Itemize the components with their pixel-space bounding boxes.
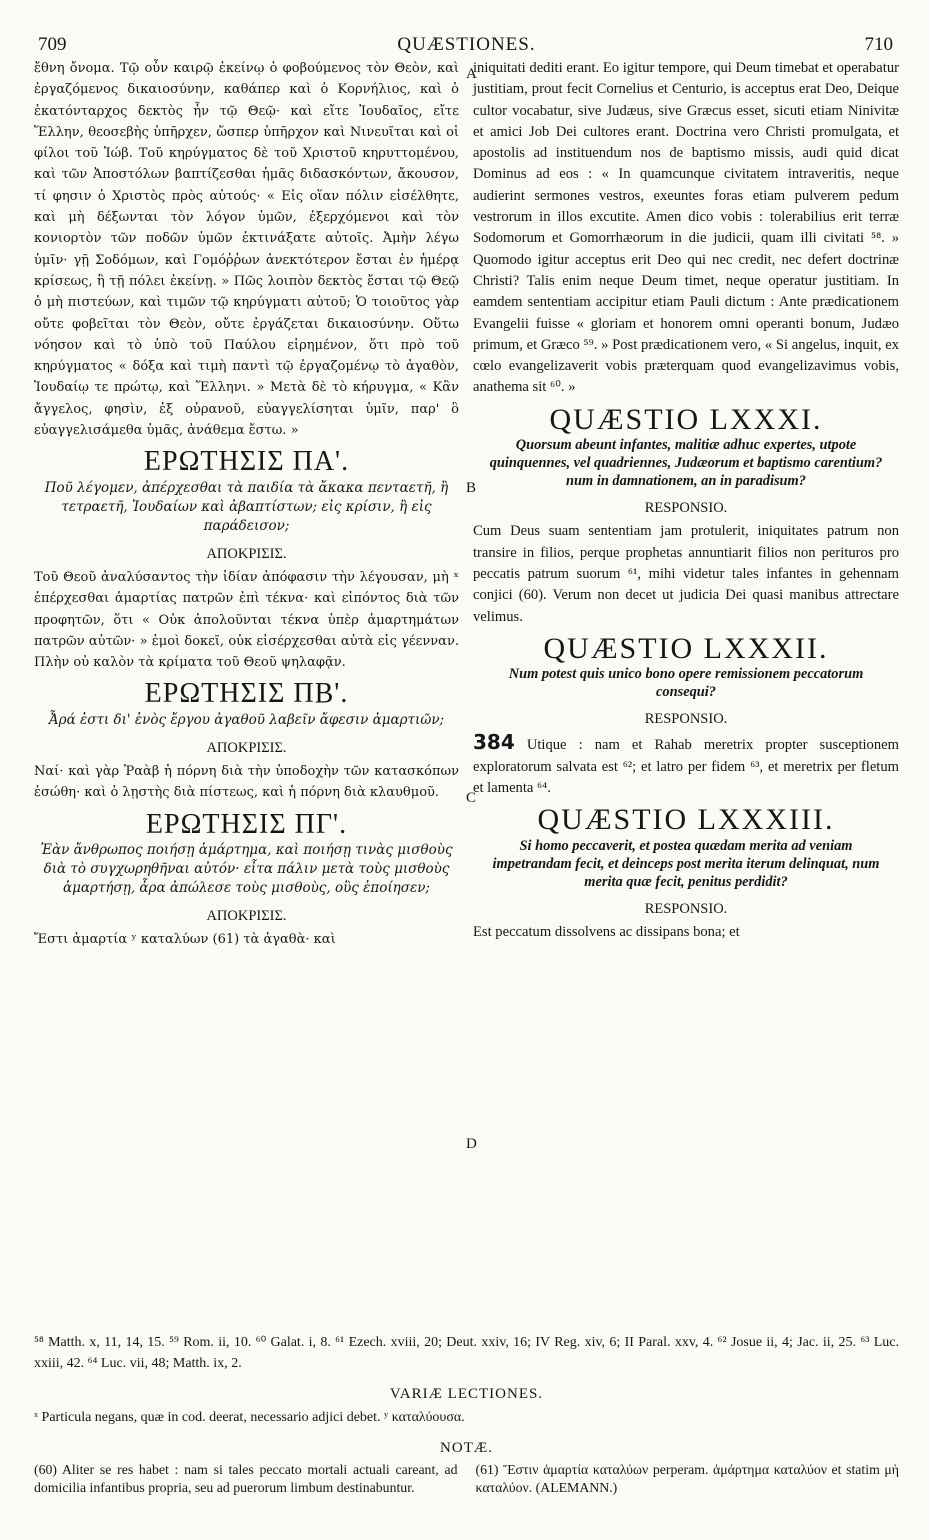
greek-response-82-body: Ναί· καὶ γὰρ Ῥαὰβ ἡ πόρνη διὰ τὴν ὑποδοχὴν τῶν κατασκόπων ἐσώθη· καὶ ὁ λῃστὴς διὰ πίστεως, καὶ ἡ πόρνη διὰ κλαυθμοῦ. — [34, 764, 459, 801]
variae-lectiones-title: VARIÆ LECTIONES. — [389, 1386, 544, 1402]
margin-letter-c: C — [466, 790, 477, 806]
greek-question-81-text: Ποῦ λέγομεν, ἀπέρχεσθαι τὰ παιδία τὰ ἄκακα πενταετῆ, ἢ τετραετῆ, Ἰουδαίων καὶ ἀβαπτίστων; εἰς κρίσιν, ἢ εἰς παράδεισον; — [44, 479, 449, 534]
greek-question-81-title: ΕΡΩΤΗΣΙΣ ΠΑ'. — [143, 446, 350, 478]
latin-response-81-heading: RESPONSIO. — [644, 500, 728, 517]
page-number-left: 709 — [38, 34, 67, 55]
running-head — [34, 28, 899, 58]
notae-title: NOTÆ. — [440, 1440, 493, 1456]
note-61: (61) Ἔστιν ἁμαρτία καταλύων perperam. ἁμάρτημα καταλύον et statim μὴ καταλύον. (ALEMANN.) — [475, 1462, 899, 1495]
page-title: QUÆSTIONES. — [397, 34, 536, 55]
footnotes — [34, 1332, 899, 1497]
page-number-right: 710 — [864, 34, 893, 55]
column-number: 384 — [473, 730, 515, 755]
latin-response-82-body: Utique : nam et Rahab meretrix propter susceptionem exploratorum salvata est ⁶²; et latro per fidem ⁶³, et meretrix per fletum et lamenta ⁶⁴. — [473, 737, 899, 797]
latin-question-81-title: QUÆSTIO LXXXI. — [549, 402, 823, 436]
greek-question-83-text: Ἐὰν ἄνθρωπος ποιήσῃ ἁμάρτημα, καὶ ποιήσῃ τινὰς μισθοὺς διὰ τὸ συγχωρηθῆναι αὐτόν· εἶτα πάλιν μετὰ τοὺς μισθοὺς ἁμαρτήσῃ, ἆρα ἀπώλεσε τοὺς μισθοὺς, οὓς ἐποίησεν; — [40, 841, 453, 896]
margin-letter-b: B — [466, 480, 477, 496]
latin-response-83-heading: RESPONSIO. — [644, 900, 728, 917]
greek-response-83-body: Ἔστι ἁμαρτία ʸ καταλύων (61) τὰ ἀγαθὰ· καὶ — [34, 932, 336, 948]
latin-response-82-heading: RESPONSIO. — [644, 711, 728, 728]
note-60: (60) Aliter se res habet : nam si tales peccato mortali actuali careant, ad domicilia infantibus propria, seu ad puerorum limbum destinabuntur. — [34, 1462, 458, 1495]
margin-letter-d: D — [466, 1136, 477, 1152]
latin-response-82-body-wrap — [473, 732, 899, 799]
greek-response-81-heading: ΑΠΟΚΡΙΣΙΣ. — [206, 545, 287, 562]
margin-letter-a: A — [466, 66, 477, 82]
greek-question-83-title: ΕΡΩΤΗΣΙΣ ΠΓ'. — [145, 808, 348, 840]
latin-response-81-body: Cum Deus suam sententiam jam protulerit, iniquitates patrum non transire in filios, perque prophetas annuntiarit filios non perituros pro peccatis patrum suorum ⁶¹, mihi videtur tales infantes in gehennam conjici (60). Verum non decet ut judicia Dei quasi manibus attrectare velimus. — [473, 523, 899, 625]
greek-response-81-body: Τοῦ Θεοῦ ἀναλύσαντος τὴν ἰδίαν ἀπόφασιν τὴν λέγουσαν, μὴ ˣ ἐπέρχεσθαι ἁμαρτίας πατρῶν ἐπὶ τέκνα· καὶ εἰπόντος διὰ τῶν προφητῶν, ὅτι « Οὐκ ἀπολοῦνται τέκνα ὑπὲρ ἁμαρτημάτων πατρῶν αὐτῶν· » ἐμοὶ δοκεῖ, οὐκ εἰσέρχεσθαι αὐτὰ εἰς γέενναν. Πλὴν οὐ καλὸν τὰ κρίματα τοῦ Θεοῦ ψηλαφᾷν. — [34, 569, 459, 671]
greek-question-82-text: Ἆρά ἐστι δι' ἑνὸς ἔργου ἀγαθοῦ λαβεῖν ἄφεσιν ἁμαρτιῶν; — [48, 711, 445, 728]
two-column-body — [34, 58, 899, 1328]
scripture-references: ⁵⁸ Matth. x, 11, 14, 15. ⁵⁹ Rom. ii, 10. ⁶⁰ Galat. i, 8. ⁶¹ Ezech. xviii, 20; Deut. xxiv, 16; IV Reg. xiv, 6; II Paral. xxv, 4. ⁶² Josue ii, 4; Jac. ii, 25. ⁶³ Luc. xxiii, 42. ⁶⁴ Luc. vii, 48; Matth. ix, 2. — [34, 1335, 899, 1371]
latin-question-82-title: QUÆSTIO LXXXII. — [543, 631, 829, 665]
latin-question-81-text: Quorsum abeunt infantes, malitiæ adhuc expertes, utpote quinquennes, vel quadriennes, Judæorum et baptismo carentium? num in damnationem, an in paradisum? — [489, 437, 883, 490]
greek-paragraph: ἔθνη ὄνομα. Τῷ οὖν καιρῷ ἐκείνῳ ὁ φοβούμενος τὸν Θεὸν, καὶ ἐργαζόμενος δικαιοσύνην, καθάπερ καὶ ὁ Κορνήλιος, καὶ ὁ ἑκατόνταρχος δεκτὸς ἦν τῷ Θεῷ· καὶ εἴτε Ἰουδαῖος, εἴτε Ἕλλην, θεοσεβὴς ὑπῆρχεν, ὥσπερ ὑπῆρχον καὶ Νινευῖται καὶ οἱ φίλοι τοῦ Ἰώβ. Τοῦ κηρύγματος δὲ τοῦ Χριστοῦ κηρυττομένου, καὶ τῶν Ἀποστόλων βαπτίζεσθαι ἡμᾶς διδασκόντων, ἄκουσον, τί φησιν ὁ Χριστὸς πρὸς αὐτούς· « Εἰς οἵαν πόλιν εἰσέλθητε, καὶ μὴ δέξωνται τὸν λόγον ὑμῶν, ἐξερχόμενοι καὶ τὸν κονιορτὸν τῶν ποδῶν ὑμῶν ἐκτινάξατε αὐτοῖς. Ἀμὴν λέγω ὑμῖν· γῇ Σοδόμων, καὶ Γομόῤῥων ἀνεκτότερον ἔσται ἐν ἡμέρᾳ κρίσεως, ἢ τῇ πόλει ἐκείνῃ. » Πῶς λοιπὸν δεκτὸς ἔσται τῷ Θεῷ ὁ μὴ πιστεύων, καὶ τιμῶν τῷ κηρύγματι αὐτοῦ; Ὁ τοιοῦτος γὰρ οὔτε φοβεῖται τὸν Θεὸν, οὔτε ἐργάζεται δικαιοσύνην. Οὕτω νόησον καὶ τὸ ὑπὸ τοῦ Παύλου εἰρημένον, ὅτι πρὸ τοῦ κηρύγματος « δόξα καὶ τιμὴ παντὶ τῷ ἐργαζομένῳ τὸ ἀγαθὸν, Ἰουδαίῳ τε πρώτῳ, καὶ Ἕλληνι. » Μετὰ δὲ τὸ κήρυγμα, « Κἂν ἄγγελος, φησὶν, ἐξ οὐρανοῦ, εὐαγγελίσηται ὑμῖν, παρ' ὃ εὐαγγελισάμεθα ὑμᾶς, ἀνάθεμα ἔστω. » — [34, 61, 459, 439]
latin-question-82-text: Num potest quis unico bono opere remissionem peccatorum consequi? — [508, 666, 864, 701]
latin-response-83-body: Est peccatum dissolvens ac dissipans bona; et — [473, 923, 740, 940]
notae-columns — [34, 1461, 899, 1497]
latin-column — [473, 58, 899, 1328]
greek-column — [34, 58, 459, 1328]
latin-question-83-title: QUÆSTIO LXXXIII. — [537, 803, 835, 837]
greek-question-82-title: ΕΡΩΤΗΣΙΣ ΠΒ'. — [144, 678, 349, 710]
variae-lectiones-text: ˣ Particula negans, quæ in cod. deerat, necessario adjici debet. ʸ καταλύουσα. — [34, 1410, 465, 1425]
greek-response-82-heading: ΑΠΟΚΡΙΣΙΣ. — [206, 739, 287, 756]
latin-paragraph: iniquitati dediti erant. Eo igitur tempore, qui Deum timebat et operabatur justitiam, prout fecit Cornelius et Centurio, is acceptus erat Deo, Deique cultor vocabatur, sive Judæus, sive Græcus esset, sicuti etiam Ninivitæ et amici Job Dei cultores erant. Doctrina vero Christi promulgata, et apostolis ad instituendum nos de baptismo missis, audi quid dicat Dominus ad eos : « In quamcunque civitatem intraveritis, neque audierint sermones vestros, exeuntes foras etiam pulverem pedum vestrorum in illos excutite. Amen dico vobis : tolerabilius erit terræ Sodomorum et Gomorrhæorum in die judicii, quam illi civitati ⁵⁸. » Quomodo igitur acceptus erit Deo qui nec credit, nec defert doctrinæ Christi? Talis enim neque Deum timet, neque operatur justitiam. In eamdem sententiam accipitur etiam Pauli dictum : Ante prædicationem Evangelii fuisse « gloriam et honorem omni operanti bonum, Judæo primum, et Græco ⁵⁹. » Post prædicationem vero, « Si angelus, inquit, ex cœlo evangelizaverit vobis præterquam quod evangelizavimus vobis, anathema sit ⁶⁰. » — [473, 60, 899, 396]
greek-response-83-heading: ΑΠΟΚΡΙΣΙΣ. — [206, 907, 287, 924]
latin-question-83-text: Si homo peccaverit, et postea quædam merita ad veniam impetrandam fecit, et deinceps post merita iterum delinquat, num merita quæ fecit, penitus perdidit? — [492, 837, 880, 890]
